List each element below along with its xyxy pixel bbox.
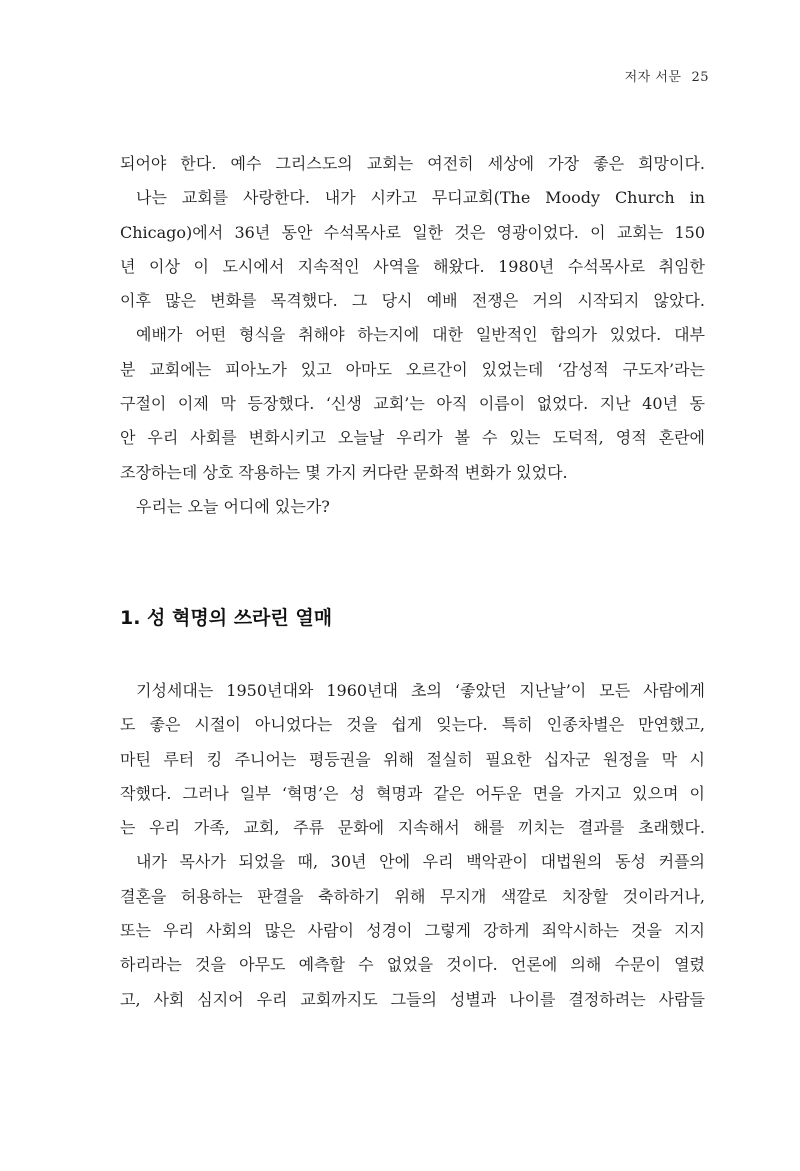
text-line: 분 교회에는 피아노가 있고 아마도 오르간이 있었는데 ‘감성적 구도자’라는 (120, 359, 705, 379)
text-line: 예배가 어떤 형식을 취해야 하는지에 대한 일반적인 합의가 있었다. 대부 (136, 325, 705, 345)
text-line: 고, 사회 심지어 우리 교회까지도 그들의 성별과 나이를 결정하려는 사람들 (120, 989, 705, 1009)
body-text-block-2 (120, 674, 705, 1017)
text-line: 되어야 한다. 예수 그리스도의 교회는 여전히 세상에 가장 좋은 희망이다. (120, 154, 705, 173)
text-line: 하리라는 것을 아무도 예측할 수 없었을 것이다. 언론에 의해 수문이 열렸 (120, 955, 705, 975)
text-line: 우리는 오늘 어디에 있는가? (136, 496, 330, 516)
text-line: 조장하는데 상호 작용하는 몇 가지 커다란 문화적 변화가 있었다. (120, 462, 568, 482)
section-heading: 1. 성 혁명의 쓰라린 열매 (120, 607, 333, 629)
text-line: 또는 우리 사회의 많은 사람이 성경이 그렇게 강하게 죄악시하는 것을 지지 (120, 921, 705, 941)
text-line: 나는 교회를 사랑한다. 내가 시카고 무디교회(The Moody Church in (136, 188, 705, 208)
text-line: 결혼을 허용하는 판결을 축하하기 위해 무지개 색깔로 치장할 것이라거나, (120, 886, 705, 906)
text-line: 년 이상 이 도시에서 지속적인 사역을 해왔다. 1980년 수석목사로 취임한 (120, 256, 705, 276)
text-line: 작했다. 그러나 일부 ‘혁명’은 성 혁명과 같은 어두운 면을 가지고 있으며 이 (120, 783, 705, 803)
text-line: 구절이 이제 막 등장했다. ‘신생 교회’는 아직 이름이 없었다. 지난 40년 동 (120, 394, 705, 414)
text-line: Chicago)에서 36년 동안 수석목사로 일한 것은 영광이었다. 이 교회는 150 (120, 222, 705, 242)
text-line: 이후 많은 변화를 목격했다. 그 당시 예배 전쟁은 거의 시작되지 않았다. (120, 291, 705, 311)
text-line: 안 우리 사회를 변화시키고 오늘날 우리가 볼 수 있는 도덕적, 영적 혼란에 (120, 428, 705, 448)
text-line: 는 우리 가족, 교회, 주류 문화에 지속해서 해를 끼치는 결과를 초래했다. (120, 818, 705, 838)
text-line: 도 좋은 시절이 아니었다는 것을 쉽게 잊는다. 특히 인종차별은 만연했고, (120, 715, 705, 735)
text-line: 내가 목사가 되었을 때, 30년 안에 우리 백악관이 대법원의 동성 커플의 (136, 852, 705, 872)
text-line: 기성세대는 1950년대와 1960년대 초의 ‘좋았던 지난날’이 모든 사람에게 (136, 681, 705, 700)
running-head (625, 66, 709, 85)
body-text-block-1 (120, 147, 705, 524)
running-head-section: 저자 서문 (624, 70, 682, 85)
page-number: 25 (691, 70, 709, 85)
text-line: 마틴 루터 킹 주니어는 평등권을 위해 절실히 필요한 십자군 원정을 막 시 (120, 749, 705, 769)
